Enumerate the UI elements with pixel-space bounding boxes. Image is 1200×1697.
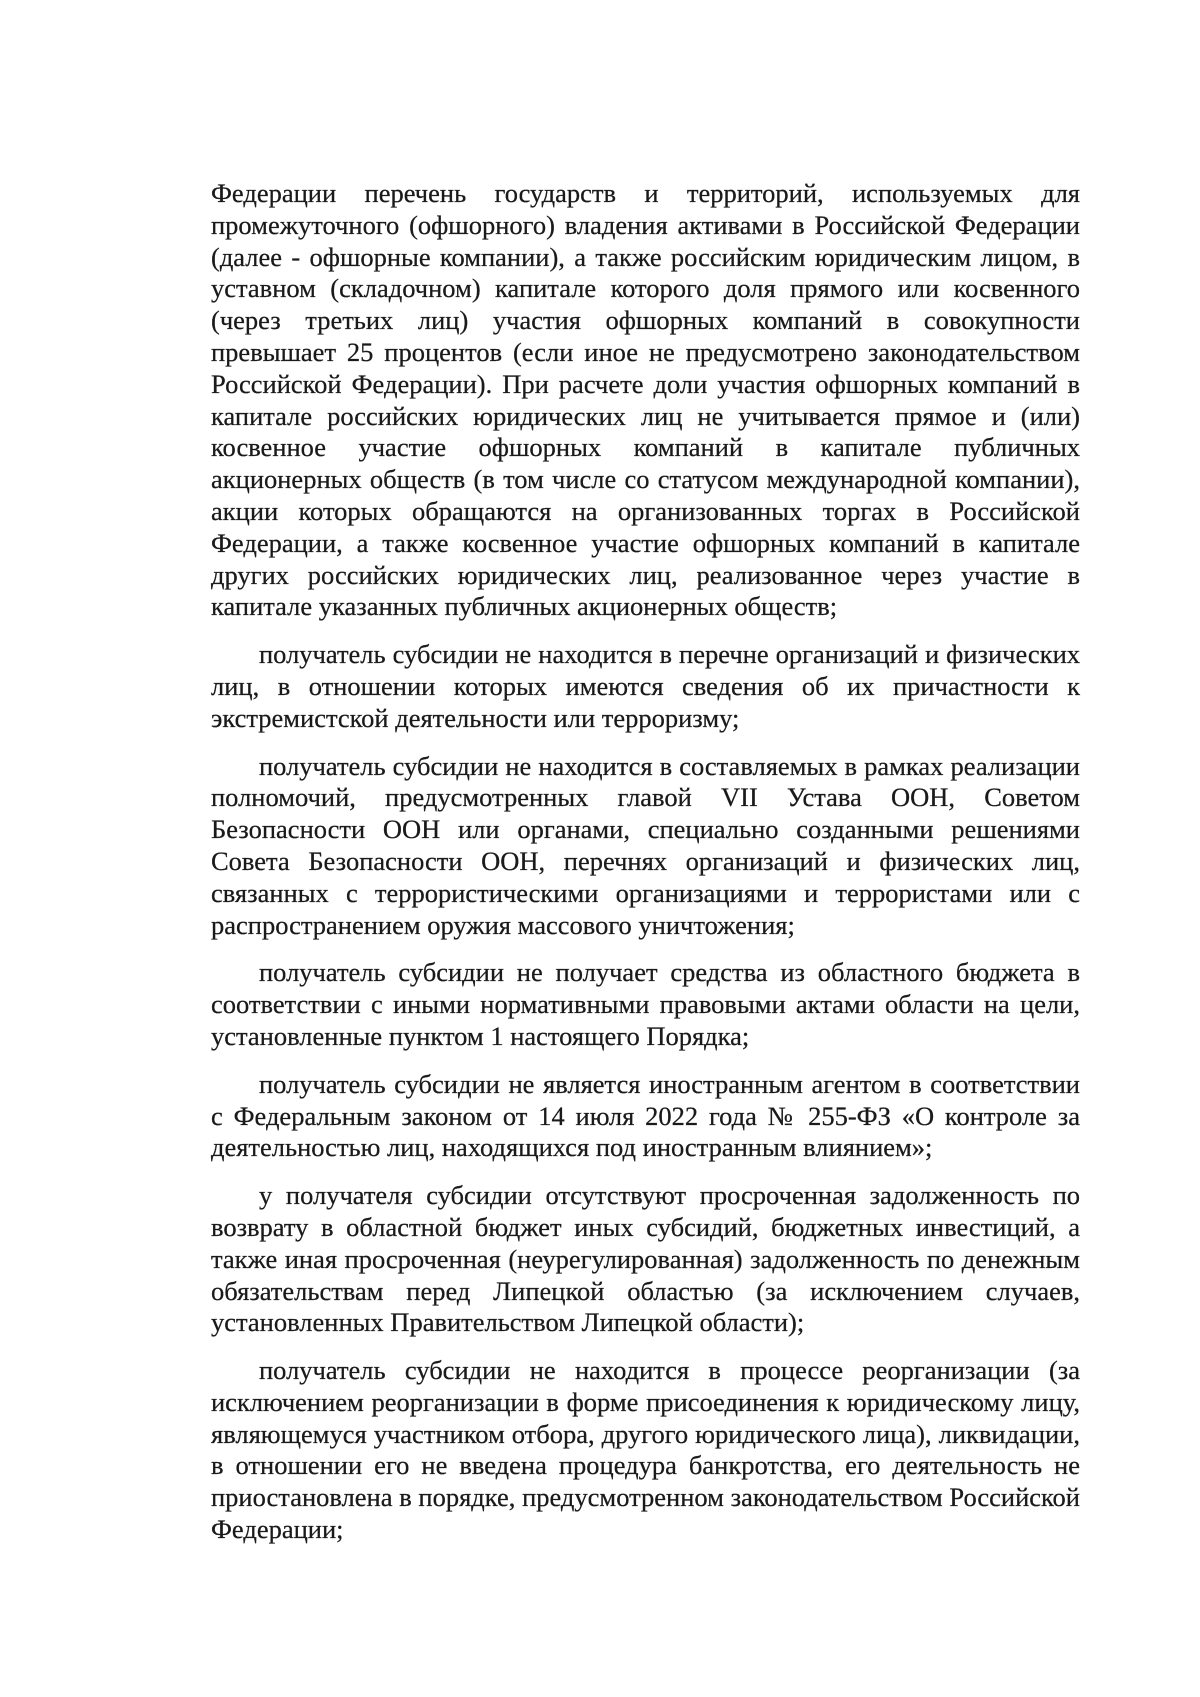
paragraph-offshore-continuation: Федерации перечень государств и территорий, используемых для промежуточного (офшорного) владения активами в Российской Федерации (далее - офшорные компании), а также российским юридическим лицом, в уставном (складочном) капитале которого доля прямого или косвенного (через третьих лиц) участия офшорных компаний в совокупности превышает 25 процентов (если иное не предусмотрено законодательством Российской Федерации). При расчете доли участия офшорных компаний в капитале российских юридических лиц не учитывается прямое и (или) косвенное участие офшорных компаний в капитале публичных акционерных обществ (в том числе со статусом международной компании), акции которых обращаются на организованных торгах в Российской Федерации, а также косвенное участие офшорных компаний в капитале других российских юридических лиц, реализованное через участие в капитале указанных публичных акционерных обществ; <box>211 178 1080 622</box>
paragraph-overdue-debt: у получателя субсидии отсутствуют просроченная задолженность по возврату в областной бюджет иных субсидий, бюджетных инвестиций, а также иная просроченная (неурегулированная) задолженность по денежным обязательствам перед Липецкой областью (за исключением случаев, установленных Правительством Липецкой области); <box>211 1180 1080 1338</box>
paragraph-reorganization-bankruptcy: получатель субсидии не находится в процессе реорганизации (за исключением реорганизации в форме присоединения к юридическому лицу, являющемуся участником отбора, другого юридического лица), ликвидации, в отношении его не введена процедура банкротства, его деятельность не приостановлена в порядке, предусмотренном законодательством Российской Федерации; <box>211 1355 1080 1545</box>
paragraph-regional-budget-funds: получатель субсидии не получает средства из областного бюджета в соответствии с иными нормативными правовыми актами области на цели, установленные пунктом 1 настоящего Порядка; <box>211 957 1080 1051</box>
paragraph-extremism-list: получатель субсидии не находится в перечне организаций и физических лиц, в отношении которых имеются сведения об их причастности к экстремистской деятельности или терроризму; <box>211 639 1080 733</box>
paragraph-foreign-agent: получатель субсидии не является иностранным агентом в соответствии с Федеральным законом от 14 июля 2022 года № 255-ФЗ «О контроле за деятельностью лиц, находящихся под иностранным влиянием»; <box>211 1068 1080 1163</box>
paragraph-un-sanctions-list: получатель субсидии не находится в составляемых в рамках реализации полномочий, предусмотренных главой VII Устава ООН, Советом Безопасности ООН или органами, специально созданными решениями Совета Безопасности ООН, перечнях организаций и физических лиц, связанных с террористическими организациями и террористами или с распространением оружия массового уничтожения; <box>211 750 1080 940</box>
document-body <box>211 178 1080 1562</box>
